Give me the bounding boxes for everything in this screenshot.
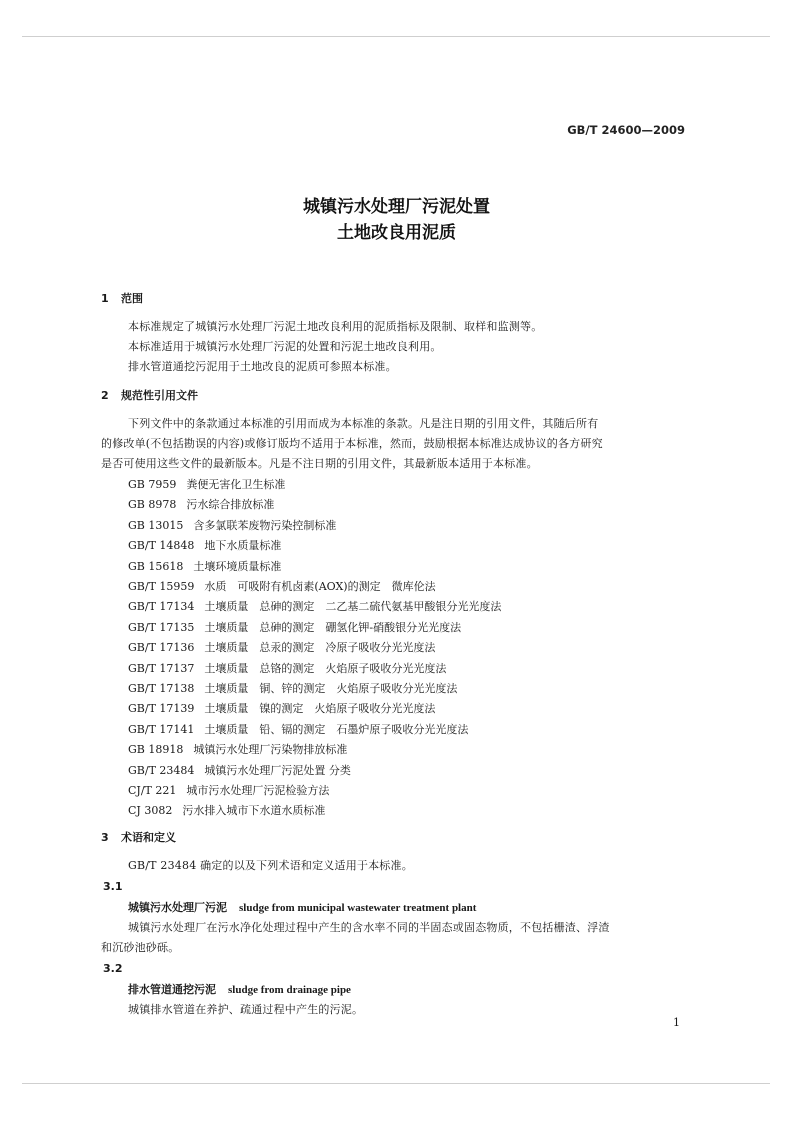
reference-title: 土壤质量 铜、锌的测定 火焰原子吸收分光光度法 — [204, 682, 458, 695]
reference-title: 土壤质量 总砷的测定 二乙基二硫代氨基甲酸银分光光度法 — [204, 600, 502, 614]
section-number: 1 — [101, 292, 109, 305]
reference-item — [128, 517, 336, 533]
reference-code: CJ/T 221 — [128, 784, 177, 797]
reference-code: GB/T 14848 — [128, 539, 195, 553]
section-number: 2 — [101, 389, 109, 402]
reference-title: 地下水质量标准 — [204, 539, 282, 553]
paragraph: 排水管道通挖污泥用于土地改良的泥质可参照本标准。 — [128, 360, 397, 373]
reference-code: GB/T 17134 — [128, 600, 195, 614]
definition: 和沉砂池砂砾。 — [101, 941, 180, 954]
paragraph: 本标准规定了城镇污水处理厂污泥土地改良利用的泥质指标及限制、取样和监测等。 — [128, 320, 543, 333]
reference-title: 土壤质量 总砷的测定 硼氢化钾-硝酸银分光光度法 — [204, 620, 462, 634]
reference-code: GB 18918 — [128, 743, 184, 757]
reference-item — [128, 578, 436, 594]
top-border — [22, 36, 770, 37]
paragraph: 下列文件中的条款通过本标准的引用而成为本标准的条款。凡是注日期的引用文件，其随后所有 — [128, 417, 599, 430]
document-title-line1: 城镇污水处理厂污泥处置 — [303, 197, 490, 217]
reference-item — [128, 782, 329, 798]
reference-item — [128, 558, 281, 574]
reference-item — [128, 762, 351, 778]
reference-title: 污水排入城市下水道水质标准 — [182, 804, 326, 818]
standard-number: GB/T 24600—2009 — [567, 123, 685, 137]
reference-title: 城镇污水处理厂污染物排放标准 — [193, 743, 348, 757]
reference-code: GB/T 17141 — [128, 722, 195, 736]
reference-item — [128, 802, 325, 818]
definition: 城镇排水管道在养护、疏通过程中产生的污泥。 — [128, 1003, 364, 1016]
term-english: sludge from drainage pipe — [228, 984, 351, 996]
reference-title: 含多氯联苯废物污染控制标准 — [193, 518, 337, 532]
reference-title: 土壤质量 镍的测定 火焰原子吸收分光光度法 — [204, 702, 436, 716]
reference-item — [128, 639, 435, 655]
reference-title: 城市污水处理厂污泥检验方法 — [186, 784, 330, 797]
term-chinese: 排水管道通挖污泥 — [128, 983, 216, 996]
reference-code: GB/T 23484 — [128, 763, 195, 777]
reference-code: CJ 3082 — [128, 804, 173, 818]
paragraph: 是否可使用这些文件的最新版本。凡是不注日期的引用文件，其最新版本适用于本标准。 — [101, 457, 538, 470]
reference-item — [128, 598, 501, 614]
section-title: 术语和定义 — [121, 831, 176, 844]
reference-code: GB 7959 — [128, 478, 177, 491]
paragraph: GB/T 23484 确定的以及下列术语和定义适用于本标准。 — [128, 859, 413, 872]
term-chinese: 城镇污水处理厂污泥 — [128, 901, 227, 914]
page-number: 1 — [673, 1016, 680, 1029]
reference-title: 污水综合排放标准 — [186, 498, 275, 512]
document-title-line2: 土地改良用泥质 — [337, 223, 456, 243]
reference-item — [128, 660, 446, 676]
reference-item — [128, 741, 347, 757]
section-number: 3 — [101, 831, 109, 844]
reference-code: GB/T 17136 — [128, 641, 195, 655]
reference-code: GB/T 15959 — [128, 580, 195, 593]
paragraph: 的修改单(不包括勘误的内容)或修订版均不适用于本标准，然而，鼓励根据本标准达成协议的各方研究 — [101, 437, 603, 450]
reference-title: 土壤质量 铅、镉的测定 石墨炉原子吸收分光光度法 — [204, 722, 469, 736]
bottom-border — [22, 1083, 770, 1084]
reference-title: 城镇污水处理厂污泥处置 分类 — [204, 763, 351, 777]
term-heading — [128, 899, 476, 915]
reference-title: 粪便无害化卫生标准 — [186, 478, 286, 491]
section-title: 范围 — [121, 292, 143, 305]
clause-number: 3.2 — [103, 962, 123, 975]
reference-title: 水质 可吸附有机卤素(AOX)的测定 微库伦法 — [204, 580, 436, 593]
reference-title: 土壤质量 总铬的测定 火焰原子吸收分光光度法 — [204, 661, 447, 675]
reference-item — [128, 537, 281, 553]
reference-code: GB/T 17135 — [128, 620, 195, 634]
term-english: sludge from municipal wastewater treatment plant — [239, 902, 477, 914]
clause-number: 3.1 — [103, 880, 123, 893]
section-2-heading — [101, 387, 198, 403]
section-3-heading — [101, 829, 176, 845]
section-title: 规范性引用文件 — [121, 389, 198, 402]
definition: 城镇污水处理厂在污水净化处理过程中产生的含水率不同的半固态或固态物质，不包括栅渣、浮渣 — [128, 921, 610, 934]
reference-item — [128, 476, 285, 492]
reference-code: GB 13015 — [128, 518, 184, 532]
reference-code: GB 8978 — [128, 498, 177, 512]
reference-code: GB/T 17137 — [128, 661, 195, 675]
reference-title: 土壤质量 总汞的测定 冷原子吸收分光光度法 — [204, 641, 436, 655]
reference-item — [128, 496, 274, 512]
reference-item — [128, 619, 461, 635]
reference-item — [128, 721, 468, 737]
term-heading — [128, 981, 351, 997]
reference-title: 土壤环境质量标准 — [193, 559, 282, 573]
paragraph: 本标准适用于城镇污水处理厂污泥的处置和污泥土地改良利用。 — [128, 340, 442, 353]
reference-code: GB 15618 — [128, 559, 184, 573]
reference-item — [128, 680, 457, 696]
reference-code: GB/T 17139 — [128, 702, 195, 716]
section-1-heading — [101, 290, 143, 306]
reference-code: GB/T 17138 — [128, 682, 195, 695]
reference-item — [128, 700, 435, 716]
